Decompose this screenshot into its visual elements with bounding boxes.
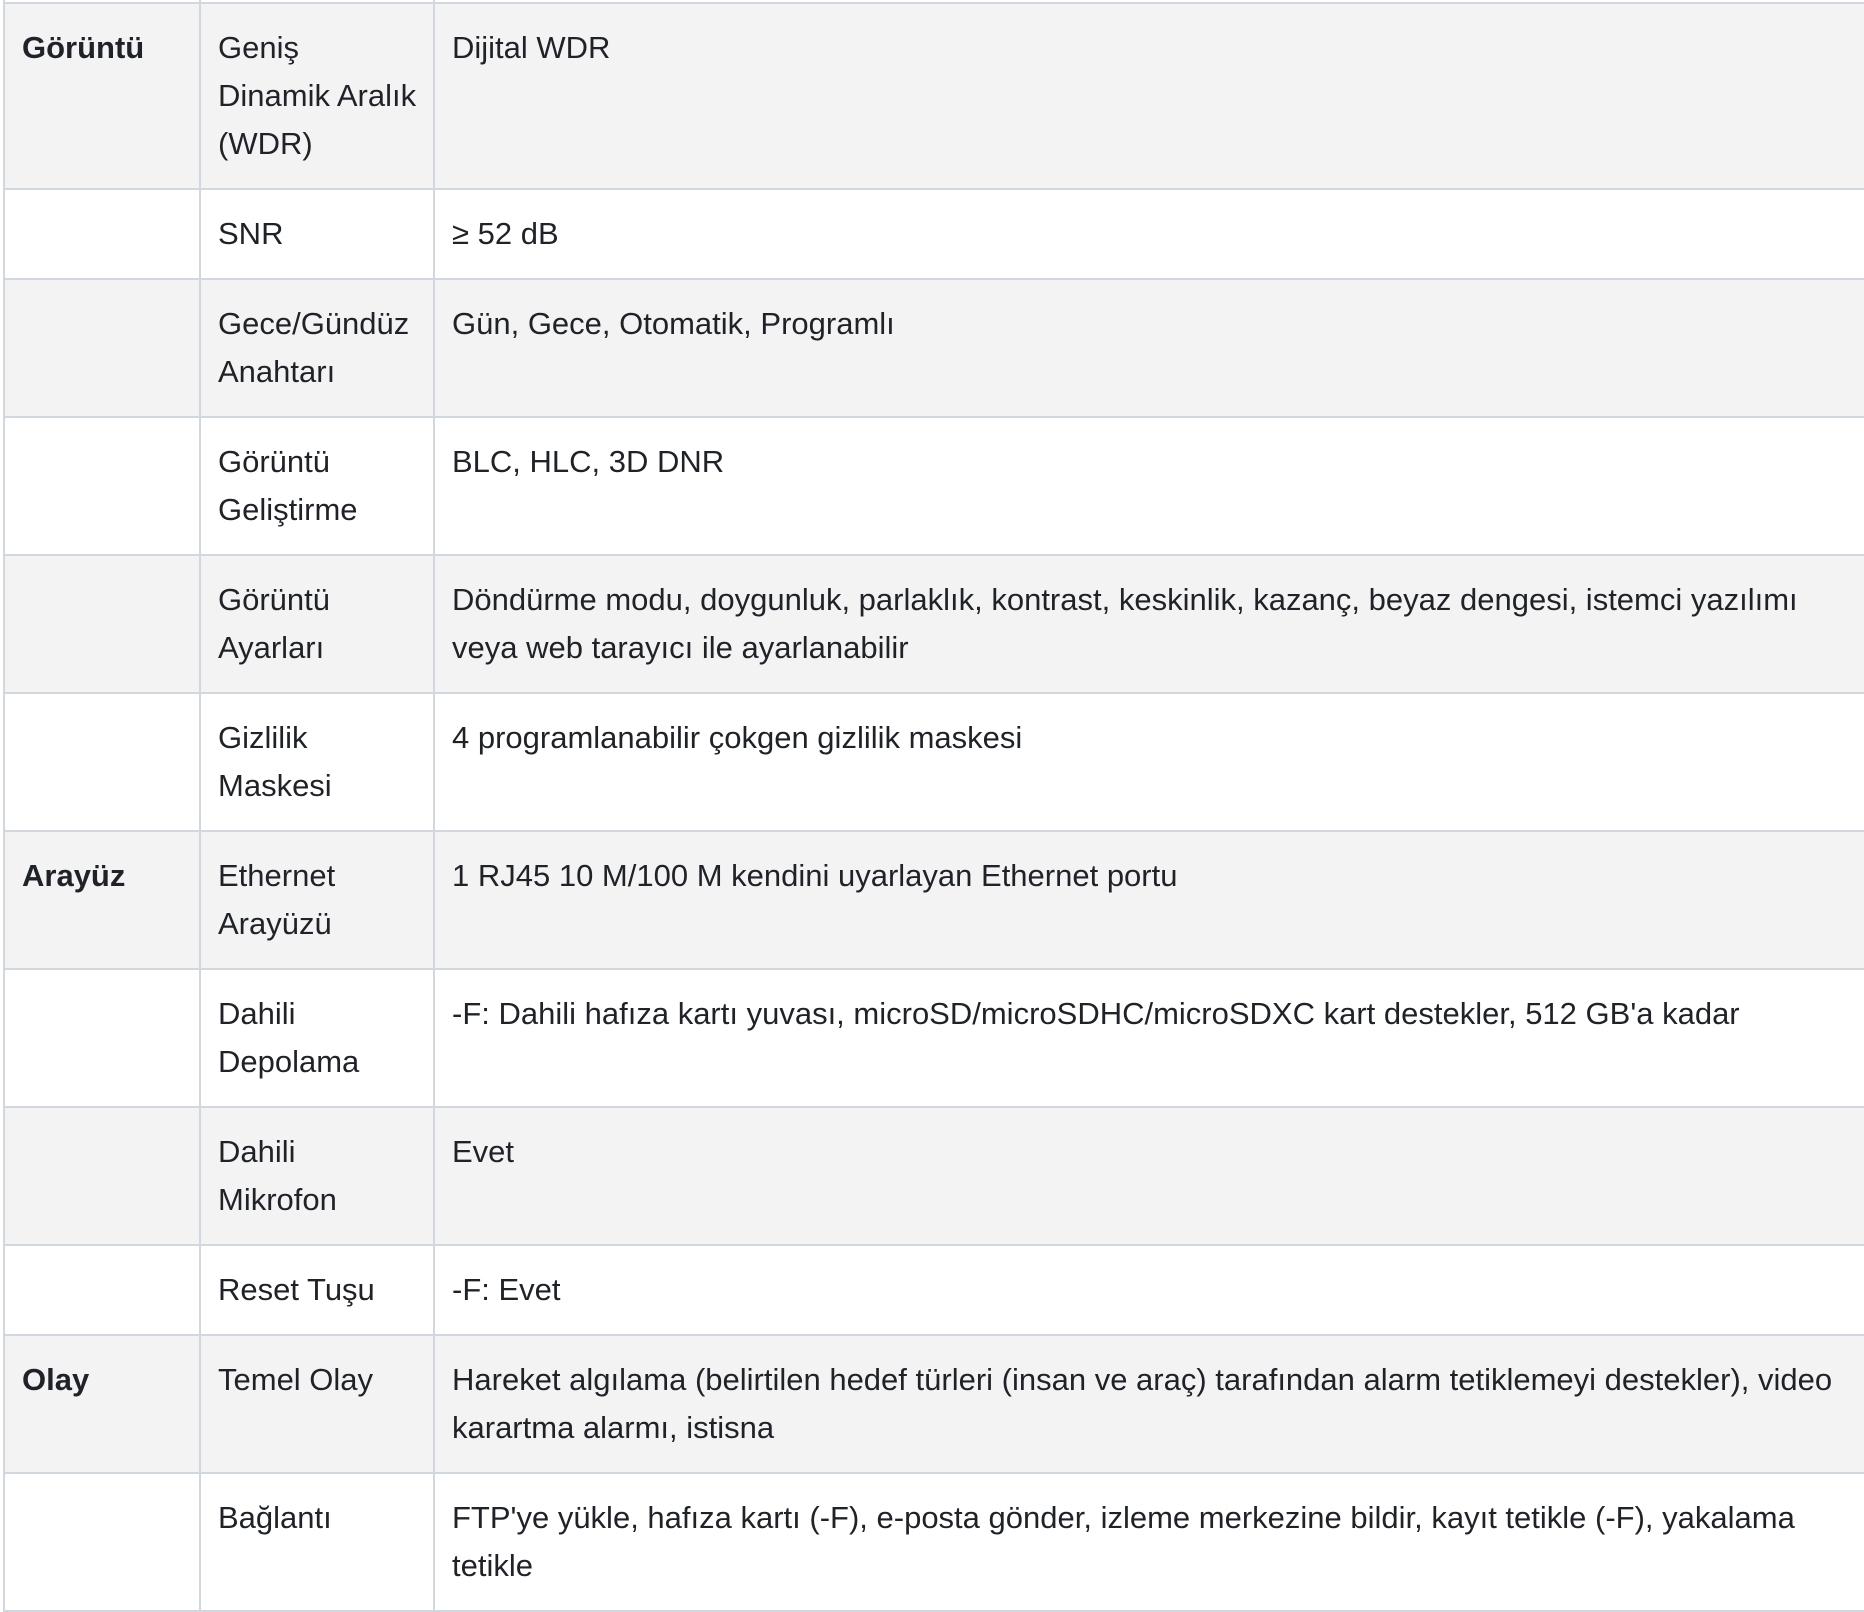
feature-cell: Gizlilik Maskesi: [200, 693, 434, 831]
category-cell: [4, 1107, 200, 1245]
category-cell: [4, 417, 200, 555]
feature-cell: Görüntü Geliştirme: [200, 417, 434, 555]
table-row: [4, 417, 1864, 555]
feature-cell: Temel Olay: [200, 1335, 434, 1473]
feature-cell: Ethernet Arayüzü: [200, 831, 434, 969]
table-row: [4, 1473, 1864, 1611]
feature-cell: Gece/Gündüz Anahtarı: [200, 279, 434, 417]
category-cell: [4, 279, 200, 417]
value-cell: -F: Evet: [434, 1245, 1864, 1335]
feature-cell: SNR: [200, 189, 434, 279]
category-cell: [4, 189, 200, 279]
table-row: [4, 693, 1864, 831]
category-cell: [4, 555, 200, 693]
value-cell: Evet: [434, 1107, 1864, 1245]
feature-cell: Dahili Depolama: [200, 969, 434, 1107]
feature-cell: Görüntü Ayarları: [200, 555, 434, 693]
category-cell: [4, 1245, 200, 1335]
value-cell: FTP'ye yükle, hafıza kartı (-F), e-posta gönder, izleme merkezine bildir, kayıt tetikle (-F), yakalama tetikle: [434, 1473, 1864, 1611]
value-cell: BLC, HLC, 3D DNR: [434, 417, 1864, 555]
value-cell: 4 programlanabilir çokgen gizlilik maskesi: [434, 693, 1864, 831]
value-cell: Hareket algılama (belirtilen hedef türleri (insan ve araç) tarafından alarm tetiklemeyi destekler), video karartma alarmı, istisna: [434, 1335, 1864, 1473]
value-cell: Dijital WDR: [434, 3, 1864, 189]
category-cell: [4, 969, 200, 1107]
feature-cell: Bağlantı: [200, 1473, 434, 1611]
category-cell: Arayüz: [4, 831, 200, 969]
category-cell: [4, 693, 200, 831]
value-cell: ≥ 52 dB: [434, 189, 1864, 279]
feature-cell: Dahili Mikrofon: [200, 1107, 434, 1245]
feature-cell: Reset Tuşu: [200, 1245, 434, 1335]
table-row: [4, 1335, 1864, 1473]
value-cell: Döndürme modu, doygunluk, parlaklık, kontrast, keskinlik, kazanç, beyaz dengesi, istemci yazılımı veya web tarayıcı ile ayarlanabilir: [434, 555, 1864, 693]
table-row: [4, 279, 1864, 417]
category-cell: Olay: [4, 1335, 200, 1473]
category-cell: Görüntü: [4, 3, 200, 189]
category-cell: [4, 1473, 200, 1611]
value-cell: -F: Dahili hafıza kartı yuvası, microSD/microSDHC/microSDXC kart destekler, 512 GB'a kadar: [434, 969, 1864, 1107]
spec-table: [3, 0, 1864, 1612]
table-row: [4, 189, 1864, 279]
table-row: [4, 831, 1864, 969]
value-cell: 1 RJ45 10 M/100 M kendini uyarlayan Ethernet portu: [434, 831, 1864, 969]
table-row: [4, 969, 1864, 1107]
feature-cell: Geniş Dinamik Aralık (WDR): [200, 3, 434, 189]
table-row: [4, 3, 1864, 189]
value-cell: Gün, Gece, Otomatik, Programlı: [434, 279, 1864, 417]
table-row: [4, 1245, 1864, 1335]
table-row: [4, 1107, 1864, 1245]
table-row: [4, 555, 1864, 693]
